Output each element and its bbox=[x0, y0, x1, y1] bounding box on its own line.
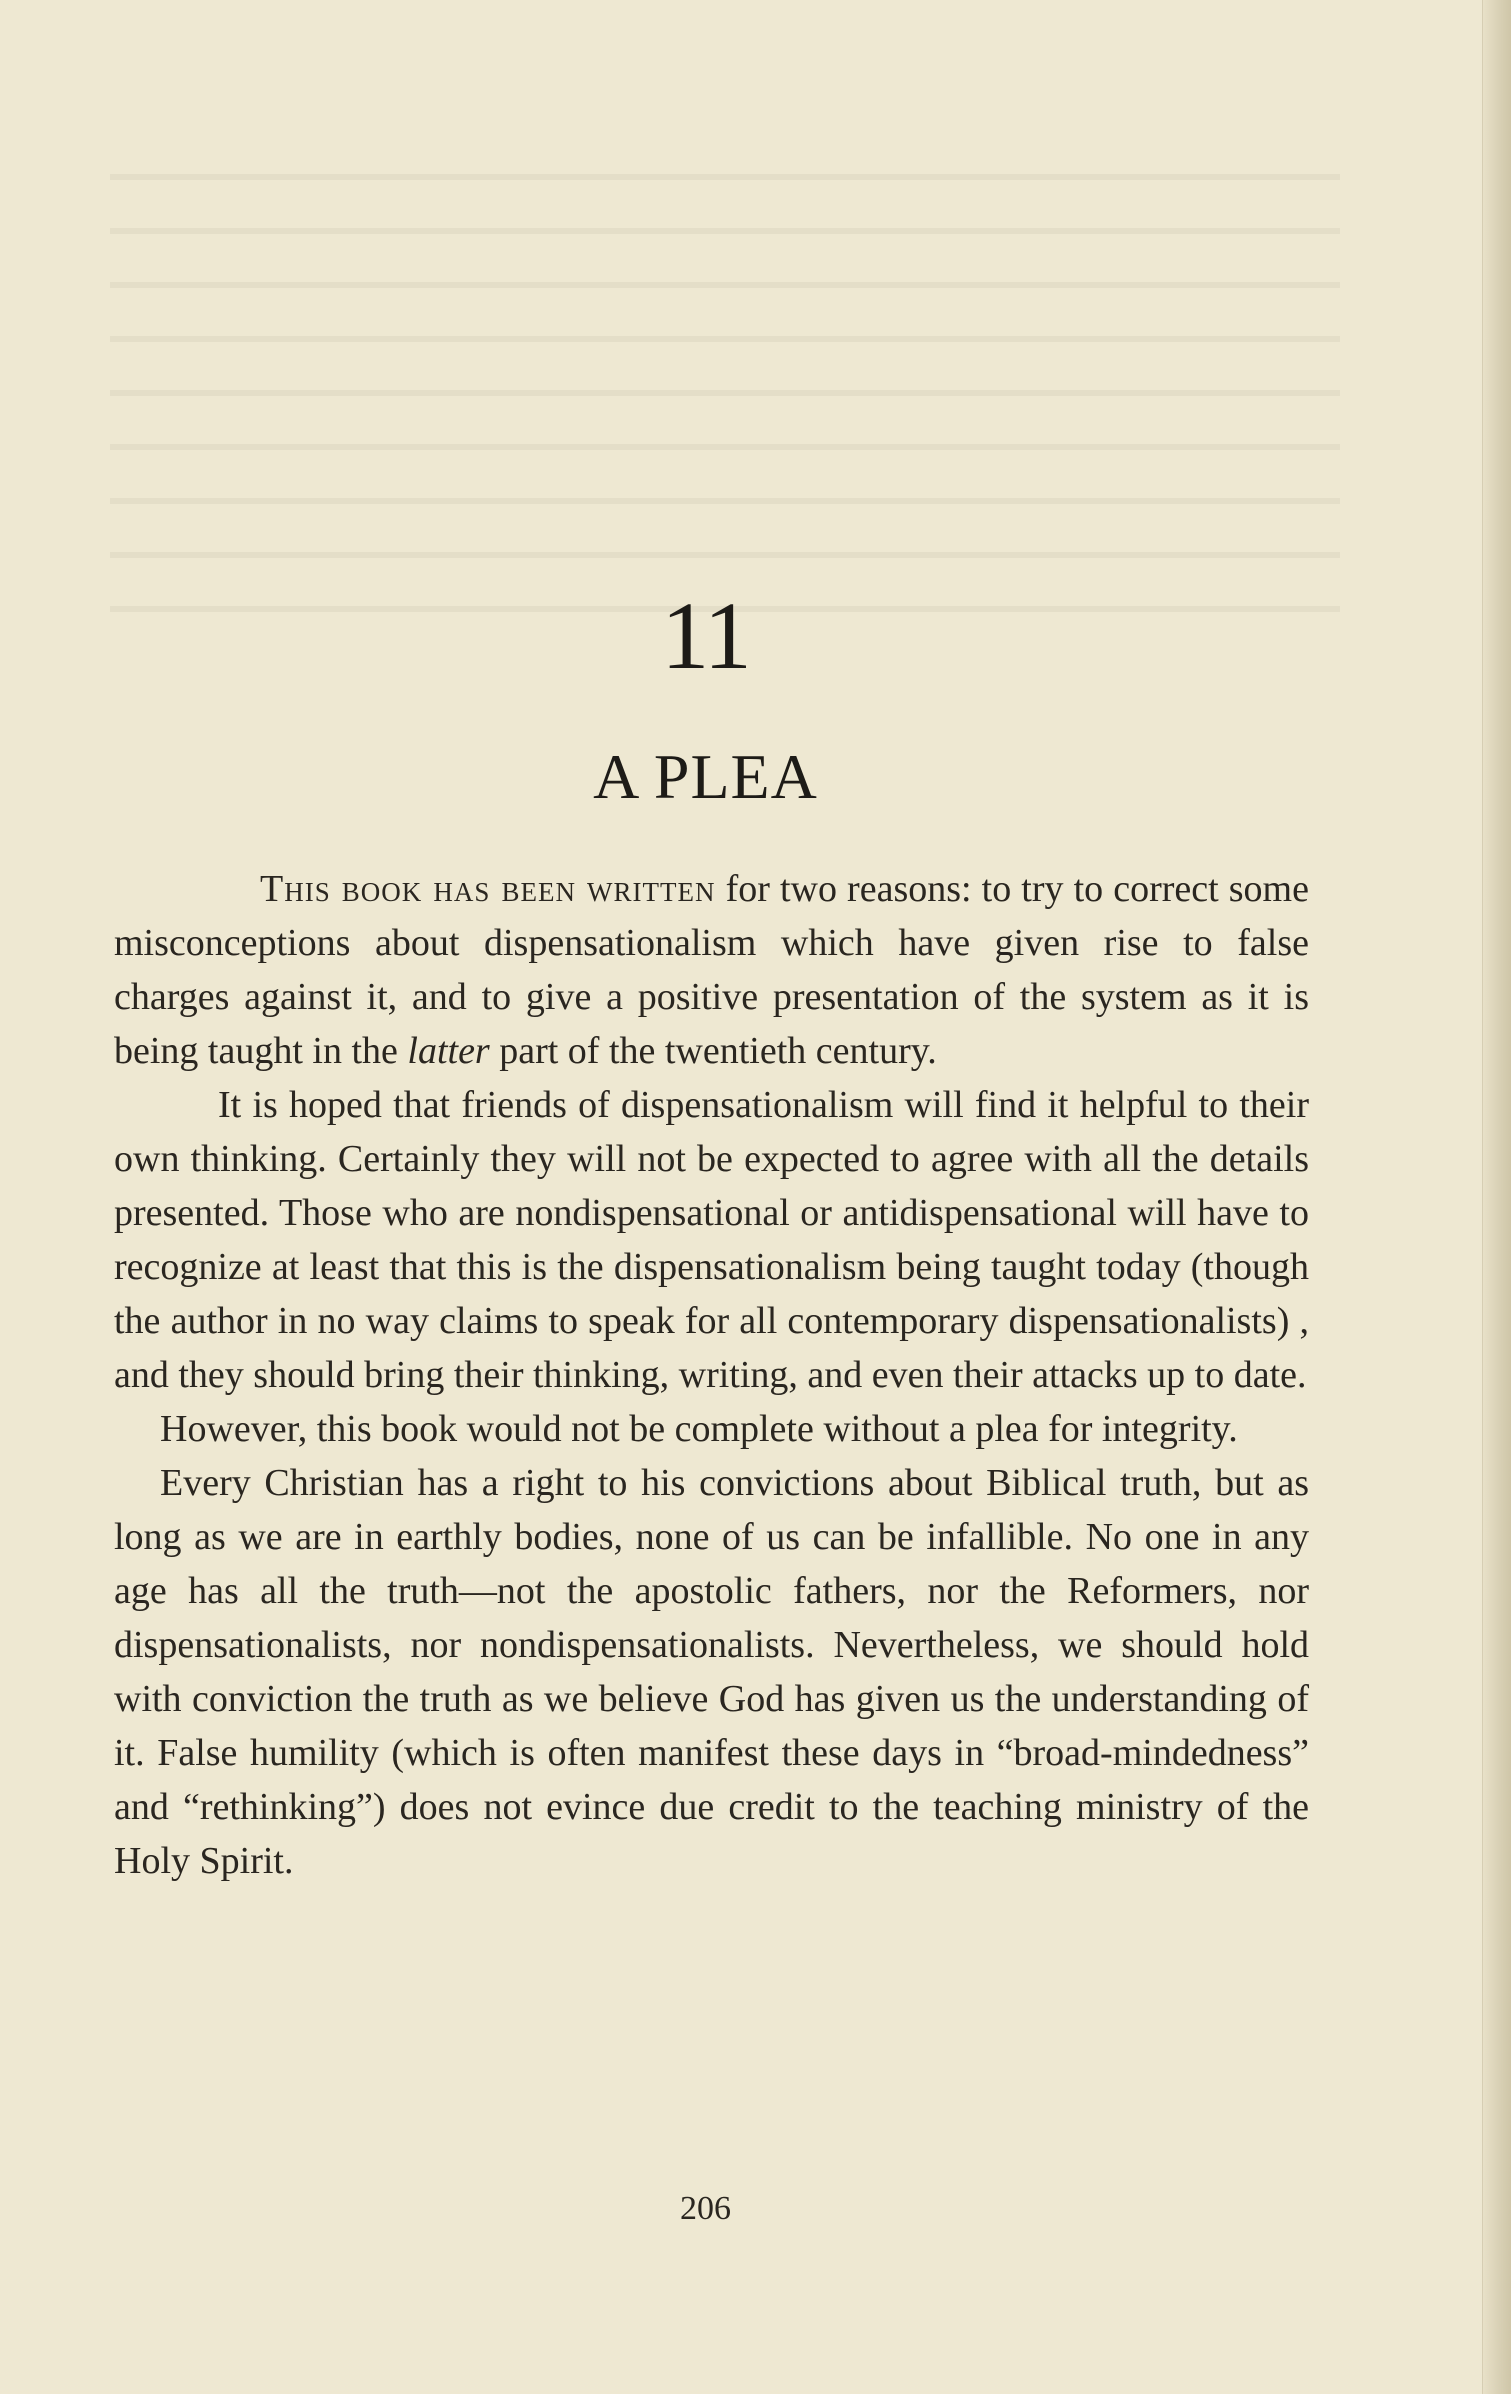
lead-in-smallcaps: This book has been written bbox=[260, 868, 716, 910]
body-text bbox=[114, 862, 1309, 1888]
chapter-title: A PLEA bbox=[593, 741, 818, 812]
paragraph-2: It is hoped that friends of dispensationalism will find it helpful to their own thinking. Certainly they will not be expected to agree with all the details presented. Those who are nondispensational or antidispensational will have to recognize at least that this is the dispensationalism being taught today (though the author in no way claims to speak for all contemporary dispensationalists) , and they should bring their thinking, writing, and even their attacks up to date. bbox=[114, 1084, 1309, 1396]
paragraph-1-text: for two reasons: to try to correct some misconceptions about dispensationalism which have given rise to false charges against it, and to give a positive presentation of the system as it is being taught in the bbox=[114, 868, 1309, 1072]
show-through-text bbox=[110, 140, 1340, 620]
paragraph-4: Every Christian has a right to his convictions about Biblical truth, but as long as we are in earthly bodies, none of us can be infallible. No one in any age has all the truth—not the apostolic fathers, nor the Reformers, nor dispensationalists, nor nondispensationalists. Nevertheless, we should hold with conviction the truth as we believe God has given us the understanding of it. False humility (which is often manifest these days in “broad-mindedness” and “rethinking”) does not evince due credit to the teaching ministry of the Holy Spirit. bbox=[114, 1462, 1309, 1882]
page-number: 206 bbox=[680, 2190, 731, 2227]
italic-word: latter bbox=[407, 1030, 490, 1072]
page-edge bbox=[1482, 0, 1511, 2394]
paragraph-1-text-after: part of the twentieth century. bbox=[489, 1030, 937, 1072]
paragraph-3: However, this book would not be complete without a plea for integrity. bbox=[160, 1408, 1238, 1450]
chapter-number: 11 bbox=[661, 582, 750, 689]
paragraph-1 bbox=[114, 862, 1309, 1078]
